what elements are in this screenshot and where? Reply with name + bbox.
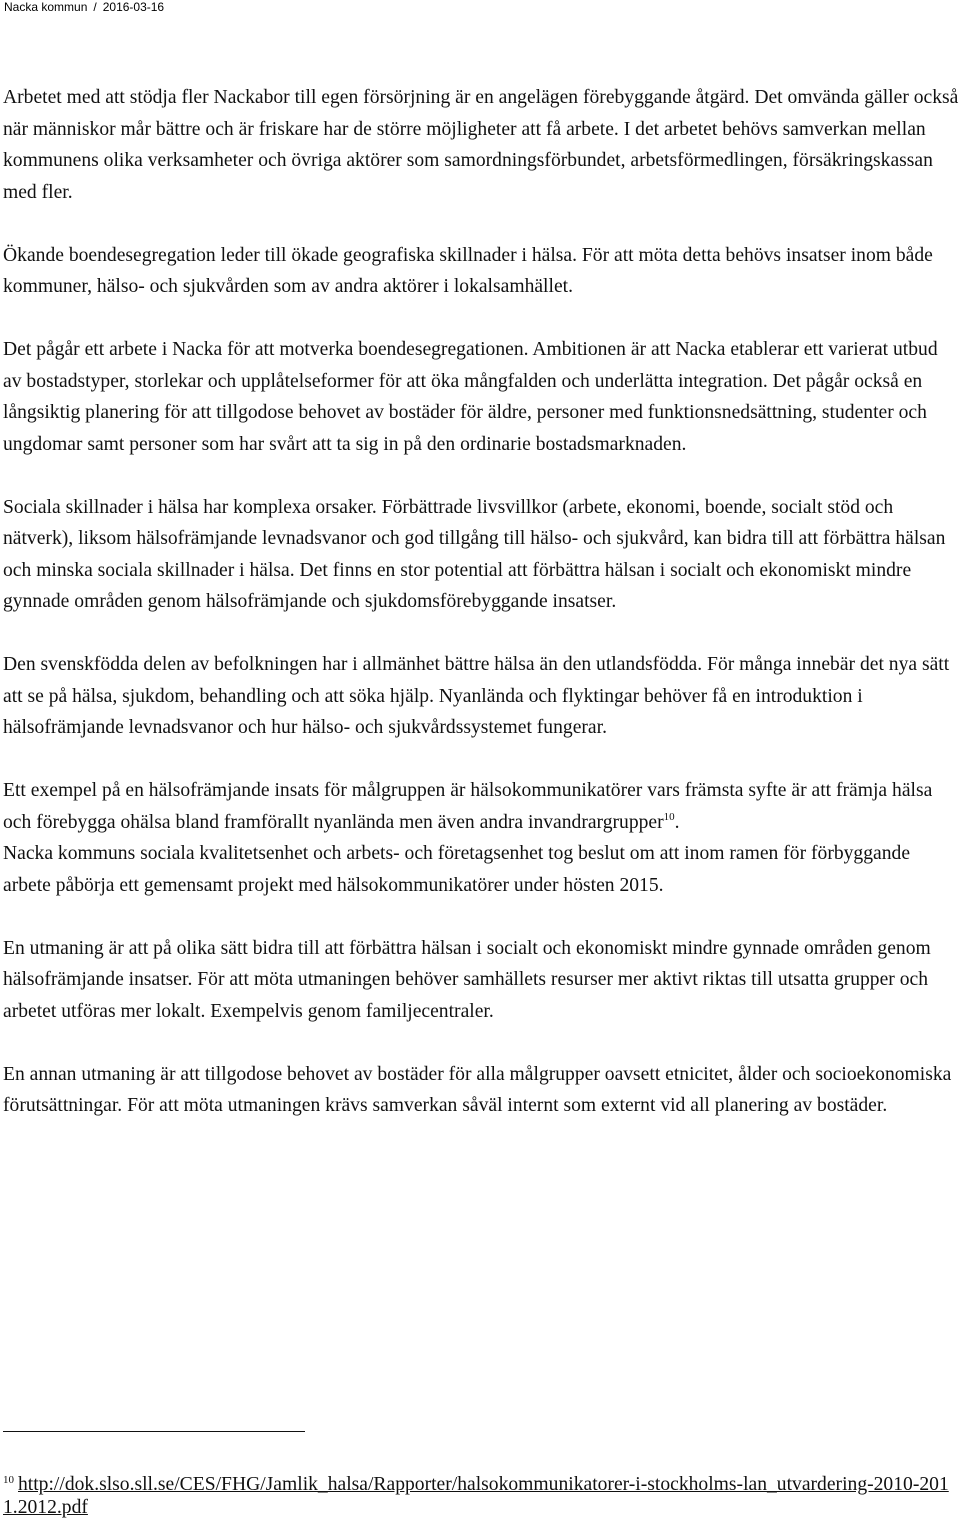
paragraph-project-decision: Nacka kommuns sociala kvalitetsenhet och arbets- och företagsenhet tog beslut om att inom ramen för förbyggande arbete påbörja ett gemensamt projekt med hälsokommunikatörer under hösten 2015.: [3, 843, 911, 896]
paragraph-segregation: Ökande boendesegregation leder till ökade geografiska skillnader i hälsa. För att möta detta behövs insatser inom både kommuner, hälso- och sjukvården som av andra aktörer i lokalsamhället.: [3, 244, 933, 297]
health-example-text: Ett exempel på en hälsofrämjande insats för målgruppen är hälsokommunikatörer vars främsta syfte är att främja hälsa och förebygga ohälsa bland framförallt nyanlända men även andra invandrargrupper: [3, 780, 933, 833]
paragraph-challenge-areas: En utmaning är att på olika sätt bidra till att förbättra hälsan i socialt och ekonomiskt mindre gynnade områden genom hälsofrämjande insatser. För att möta utmaningen behöver samhällets resurser mer aktivt riktas till utsatta grupper och arbetet utföras mer lokalt. Exempelvis genom familjecentraler.: [3, 937, 931, 1022]
paragraph-housing-work: Det pågår ett arbete i Nacka för att motverka boendesegregationen. Ambitionen är att Nacka etablerar ett varierat utbud av bostadstyper, storlekar och upplåtelseformer för att öka mångfalden och underlätta integration. Det pågår också en långsiktig planering för att tillgodose behovet av bostäder för äldre, personer med funktionsnedsättning, studenter och ungdomar samt personer som har svårt att ta sig in på den ordinarie bostadsmarknaden.: [3, 339, 938, 455]
document-body: [3, 82, 960, 1153]
paragraph-health-example: [3, 775, 960, 838]
footnote-divider: [3, 1431, 305, 1432]
footnote-link[interactable]: http://dok.slso.sll.se/CES/FHG/Jamlik_halsa/Rapporter/halsokommunikatorer-i-stockholms-lan_utvardering-2010-2011.2012.pdf: [3, 1474, 949, 1518]
paragraph-challenge-housing: En annan utmaning är att tillgodose behovet av bostäder för alla målgrupper oavsett etnicitet, ålder och socioekonomiska förutsättningar. För att möta utmaningen krävs samverkan såväl internt som externt vid all planering av bostäder.: [3, 1063, 952, 1116]
footnote: [3, 1473, 958, 1519]
page-header: [4, 0, 164, 14]
paragraph-employment: Arbetet med att stödja fler Nackabor till egen försörjning är en angelägen förebyggande åtgärd. Det omvända gäller också när människor mår bättre och är friskare har de större möjligheter att få arbete. I det arbetet behövs samverkan mellan kommunens olika verksamheter och övriga aktörer som samordningsförbundet, arbetsförmedlingen, försäkringskassan med fler.: [3, 87, 959, 203]
paragraph-social-differences: Sociala skillnader i hälsa har komplexa orsaker. Förbättrade livsvillkor (arbete, ekonomi, boende, socialt stöd och nätverk), liksom hälsofrämjande levnadsvanor och god tillgång till hälso- och sjukvård, kan bidra till att förbättra hälsan och minska sociala skillnader i hälsa. Det finns en stor potential att förbättra hälsan i socialt och ekonomiskt mindre gynnade områden genom hälsofrämjande och sjukdomsförebyggande insatser.: [3, 496, 946, 612]
paragraph-swedish-born: Den svenskfödda delen av befolkningen har i allmänhet bättre hälsa än den utlandsfödda. För många innebär det nya sätt att se på hälsa, sjukdom, behandling och att söka hjälp. Nyanlända och flyktingar behöver få en introduktion i hälsofrämjande levnadsvanor och hur hälso- och sjukvårdssystemet fungerar.: [3, 654, 950, 738]
footnote-number: 10: [3, 1474, 14, 1486]
header-date: 2016-03-16: [102, 0, 165, 14]
health-example-end: .: [674, 811, 680, 833]
header-source: Nacka kommun: [4, 0, 88, 14]
header-separator: /: [93, 0, 97, 14]
footnote-reference[interactable]: 10: [663, 810, 675, 823]
